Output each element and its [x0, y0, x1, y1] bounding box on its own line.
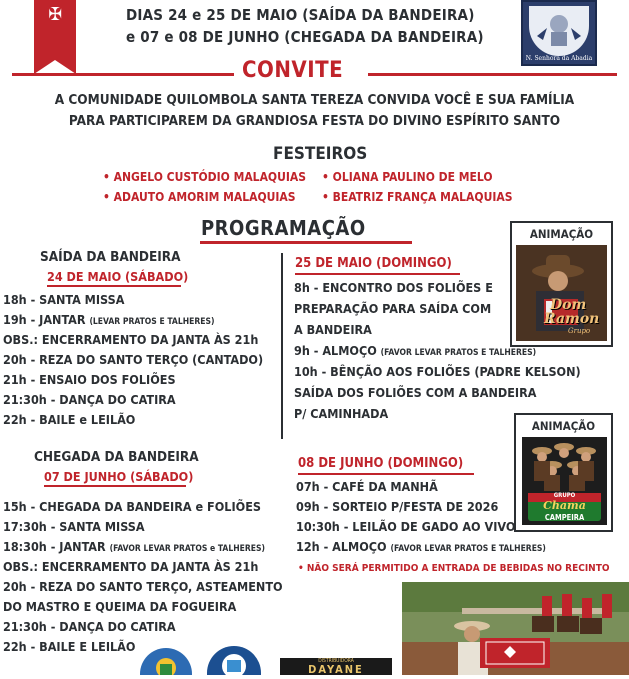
schedule-item: SAÍDA DOS FOLIÕES COM A BANDEIRA: [294, 385, 537, 400]
sponsor-text1: DISTRIBUIDORA: [318, 658, 354, 664]
chegada-title: CHEGADA DA BANDEIRA: [34, 449, 199, 465]
schedule-item: 21:30h - DANÇA DO CATIRA: [3, 619, 176, 634]
municipal-crest-icon: [140, 648, 192, 675]
sponsor-text2: DAYANE: [308, 663, 364, 676]
schedule-item: 9h - ALMOÇO (FAVOR LEVAR PRATOS E TALHERES): [294, 343, 537, 358]
schedule-item: 15h - CHEGADA DA BANDEIRA e FOLIÕES: [3, 499, 261, 514]
band2-name-line3: CAMPEIRA: [544, 513, 585, 522]
schedule-item: PREPARAÇÃO PARA SAÍDA COM: [294, 301, 492, 316]
intro-line1: A COMUNIDADE QUILOMBOLA SANTA TEREZA CONVIDA VOCÊ E SUA FAMÍLIA: [54, 92, 575, 108]
schedule-item: 10:30h - LEILÃO DE GADO AO VIVO: [296, 519, 516, 534]
schedule-item: 18h - SANTA MISSA: [3, 292, 125, 307]
header-dates-line1: DIAS 24 e 25 DE MAIO (SAÍDA DA BANDEIRA): [126, 6, 475, 24]
sponsor-logo: [280, 658, 392, 675]
column-divider: [281, 253, 283, 439]
intro-line2: PARA PARTICIPAREM DA GRANDIOSA FESTA DO DIVINO ESPÍRITO SANTO: [68, 113, 561, 129]
festeiro-name: • ANGELO CUSTÓDIO MALAQUIAS: [103, 170, 307, 184]
schedule-item: 22h - BAILE e LEILÃO: [3, 412, 136, 427]
band2-name-line1: GRUPO: [553, 492, 576, 499]
saida-date: 24 DE MAIO (SÁBADO): [47, 269, 189, 284]
band-name-line3: Grupo: [568, 327, 591, 335]
divider-right: [368, 73, 617, 76]
saida-date-underline: [47, 285, 181, 287]
municipal-seal-icon: [207, 646, 261, 675]
domingo08-date-underline: [298, 473, 474, 475]
festeiro-name: • ADAUTO AMORIM MALAQUIAS: [103, 190, 296, 204]
band-name-line1: Dom: [550, 297, 587, 313]
domingo25-date: 25 DE MAIO (DOMINGO): [295, 256, 452, 271]
cavalgada-photo: [402, 582, 629, 675]
logo-shield-icon: [529, 6, 589, 56]
schedule-item: 20h - REZA DO SANTO TERÇO, ASTEAMENTO: [3, 579, 283, 594]
animacao-card-1: [510, 221, 613, 347]
schedule-item: OBS.: ENCERRAMENTO DA JANTA ÀS 21h: [3, 559, 259, 574]
programacao-underline: [200, 241, 412, 244]
festeiros-title: FESTEIROS: [273, 144, 368, 164]
animacao-title: ANIMAÇÃO: [531, 419, 596, 433]
band2-name-line2: Chama: [543, 499, 586, 512]
dove-icon: ✠: [48, 4, 62, 25]
schedule-item: P/ CAMINHADA: [294, 406, 389, 421]
schedule-item: 09h - SORTEIO P/FESTA DE 2026: [296, 499, 499, 514]
schedule-item: 17:30h - SANTA MISSA: [3, 519, 145, 534]
divider-left: [12, 73, 234, 76]
schedule-item: 18:30h - JANTAR (FAVOR LEVAR PRATOS e TALHERES): [3, 539, 265, 554]
schedule-item: 20h - REZA DO SANTO TERÇO (CANTADO): [3, 352, 264, 367]
domingo25-date-underline: [295, 273, 460, 275]
schedule-item: 10h - BÊNÇÃO AOS FOLIÕES (PADRE KELSON): [294, 364, 581, 379]
chegada-date-underline: [44, 485, 186, 487]
schedule-item: 07h - CAFÉ DA MANHÃ: [296, 479, 438, 494]
schedule-item: 21h - ENSAIO DOS FOLIÕES: [3, 372, 176, 387]
schedule-item: DO MASTRO E QUEIMA DA FOGUEIRA: [3, 599, 237, 614]
banner-notch: [34, 60, 76, 74]
domingo08-date: 08 DE JUNHO (DOMINGO): [298, 456, 464, 471]
festeiro-name: • OLIANA PAULINO DE MELO: [322, 170, 493, 184]
schedule-item: 12h - ALMOÇO (FAVOR LEVAR PRATOS E TALHERES): [296, 539, 546, 554]
band-photo-1: [516, 245, 607, 341]
schedule-item: 19h - JANTAR (LEVAR PRATOS E TALHERES): [3, 312, 215, 327]
domingo08-list: [296, 479, 546, 559]
festeiro-name: • BEATRIZ FRANÇA MALAQUIAS: [322, 190, 513, 204]
saida-list: [3, 292, 263, 432]
chegada-date: 07 DE JUNHO (SÁBADO): [44, 469, 194, 484]
animacao-title: ANIMAÇÃO: [529, 227, 594, 241]
header-dates-line2: e 07 e 08 DE JUNHO (CHEGADA DA BANDEIRA): [126, 28, 484, 46]
schedule-item: A BANDEIRA: [294, 322, 372, 337]
convite-title: CONVITE: [242, 58, 344, 83]
schedule-item: 8h - ENCONTRO DOS FOLIÕES E: [294, 280, 493, 295]
schedule-item: 22h - BAILE E LEILÃO: [3, 639, 136, 654]
band-name-line2: Ramon: [544, 311, 600, 327]
logo-text: N. Senhora da Abadia: [525, 55, 593, 62]
programacao-title: PROGRAMAÇÃO: [201, 216, 366, 240]
chegada-list: [3, 499, 283, 659]
saida-title: SAÍDA DA BANDEIRA: [40, 249, 181, 265]
schedule-item: 21:30h - DANÇA DO CATIRA: [3, 392, 176, 407]
church-logo: [521, 0, 597, 66]
bebidas-note: • NÃO SERÁ PERMITIDO A ENTRADA DE BEBIDAS NO RECINTO: [298, 563, 610, 574]
schedule-item: OBS.: ENCERRAMENTO DA JANTA ÀS 21h: [3, 332, 259, 347]
